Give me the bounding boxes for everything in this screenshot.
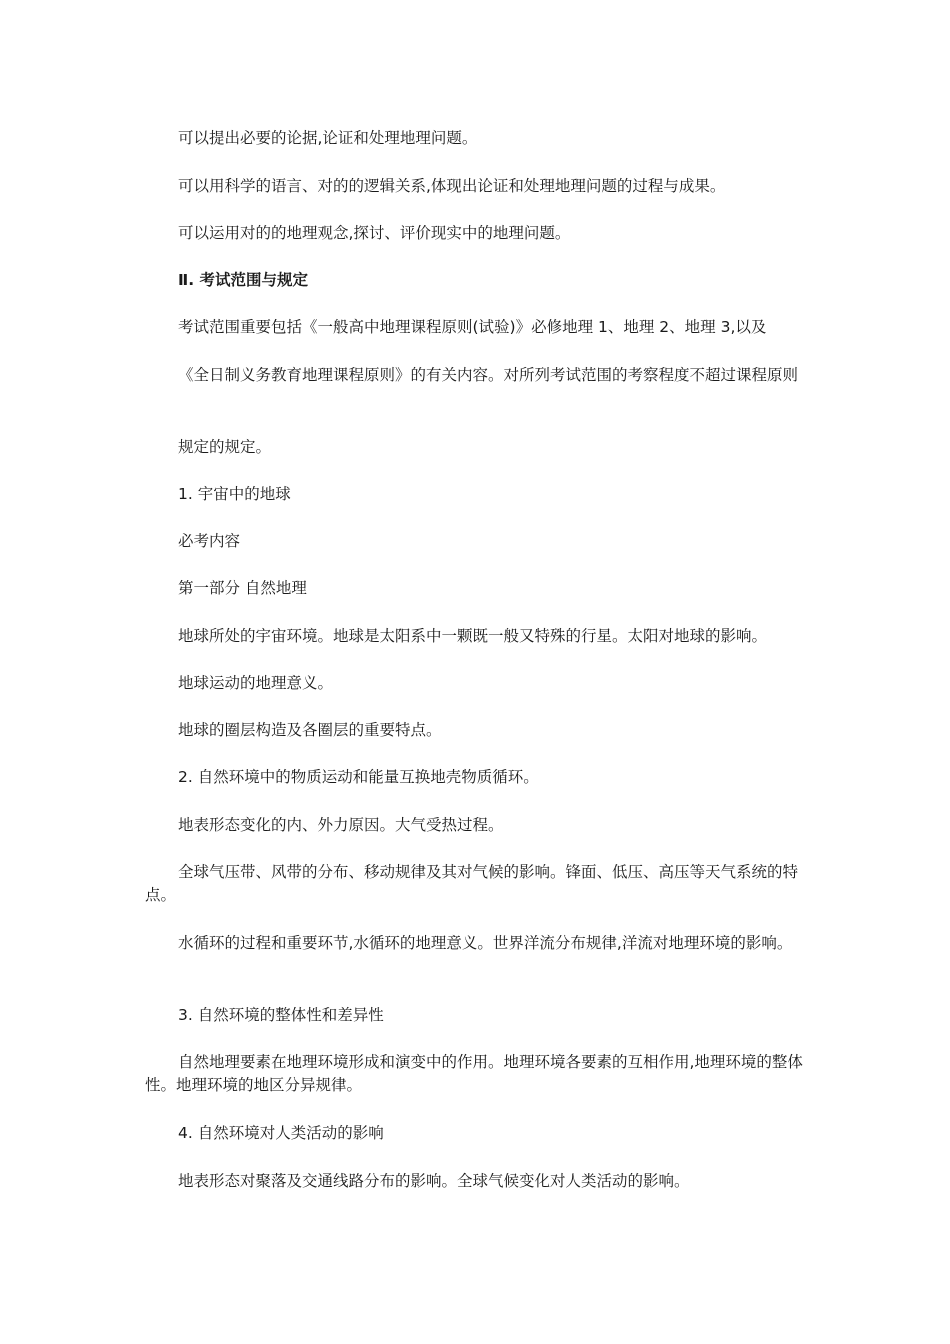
paragraph-landform-settlement: 地表形态对聚落及交通线路分布的影响。全球气候变化对人类活动的影响。 <box>178 1172 690 1190</box>
paragraph-landform-change: 地表形态变化的内、外力原因。大气受热过程。 <box>178 816 504 834</box>
paragraph-concepts: 可以运用对的的地理观念,探讨、评价现实中的地理问题。 <box>178 224 571 242</box>
paragraph-scope-standards: 《全日制义务教育地理课程原则》的有关内容。对所列考试范围的考察程度不超过课程原则 <box>178 366 799 384</box>
paragraph-water-cycle: 水循环的过程和重要环节,水循环的地理意义。世界洋流分布规律,洋流对地理环境的影响。 <box>178 934 793 952</box>
part-heading-physical-geography: 第一部分 自然地理 <box>178 579 307 597</box>
paragraph-earth-layers: 地球的圈层构造及各圈层的重要特点。 <box>178 721 442 739</box>
paragraph-scope-end: 规定的规定。 <box>178 438 272 456</box>
paragraph-argument: 可以提出必要的论据,论证和处理地理问题。 <box>178 129 478 147</box>
paragraph-geographic-elements: 自然地理要素在地理环境形成和演变中的作用。地理环境各要素的互相作用,地理环境的整体性。地理环境的地区分异规律。 <box>145 1053 803 1094</box>
section-heading-exam-scope: Ⅱ. 考试范围与规定 <box>178 271 308 289</box>
paragraph-scope-intro: 考试范围重要包括《一般高中地理课程原则(试验)》必修地理 1、地理 2、地理 3,以及 <box>178 318 767 336</box>
item-heading-material-energy: 2. 自然环境中的物质运动和能量互换地壳物质循环。 <box>178 768 539 786</box>
item-heading-integrity-difference: 3. 自然环境的整体性和差异性 <box>178 1006 384 1024</box>
paragraph-cosmic-environment: 地球所处的宇宙环境。地球是太阳系中一颗既一般又特殊的行星。太阳对地球的影响。 <box>178 627 768 645</box>
paragraph-earth-motion: 地球运动的地理意义。 <box>178 674 334 692</box>
label-required-content: 必考内容 <box>178 532 241 550</box>
paragraph-pressure-wind-belts: 全球气压带、风带的分布、移动规律及其对气候的影响。锋面、低压、高压等天气系统的特点。 <box>145 863 799 904</box>
item-heading-environment-human: 4. 自然环境对人类活动的影响 <box>178 1124 384 1142</box>
paragraph-language: 可以用科学的语言、对的的逻辑关系,体现出论证和处理地理问题的过程与成果。 <box>178 177 726 195</box>
item-heading-earth-in-universe: 1. 宇宙中的地球 <box>178 485 291 503</box>
